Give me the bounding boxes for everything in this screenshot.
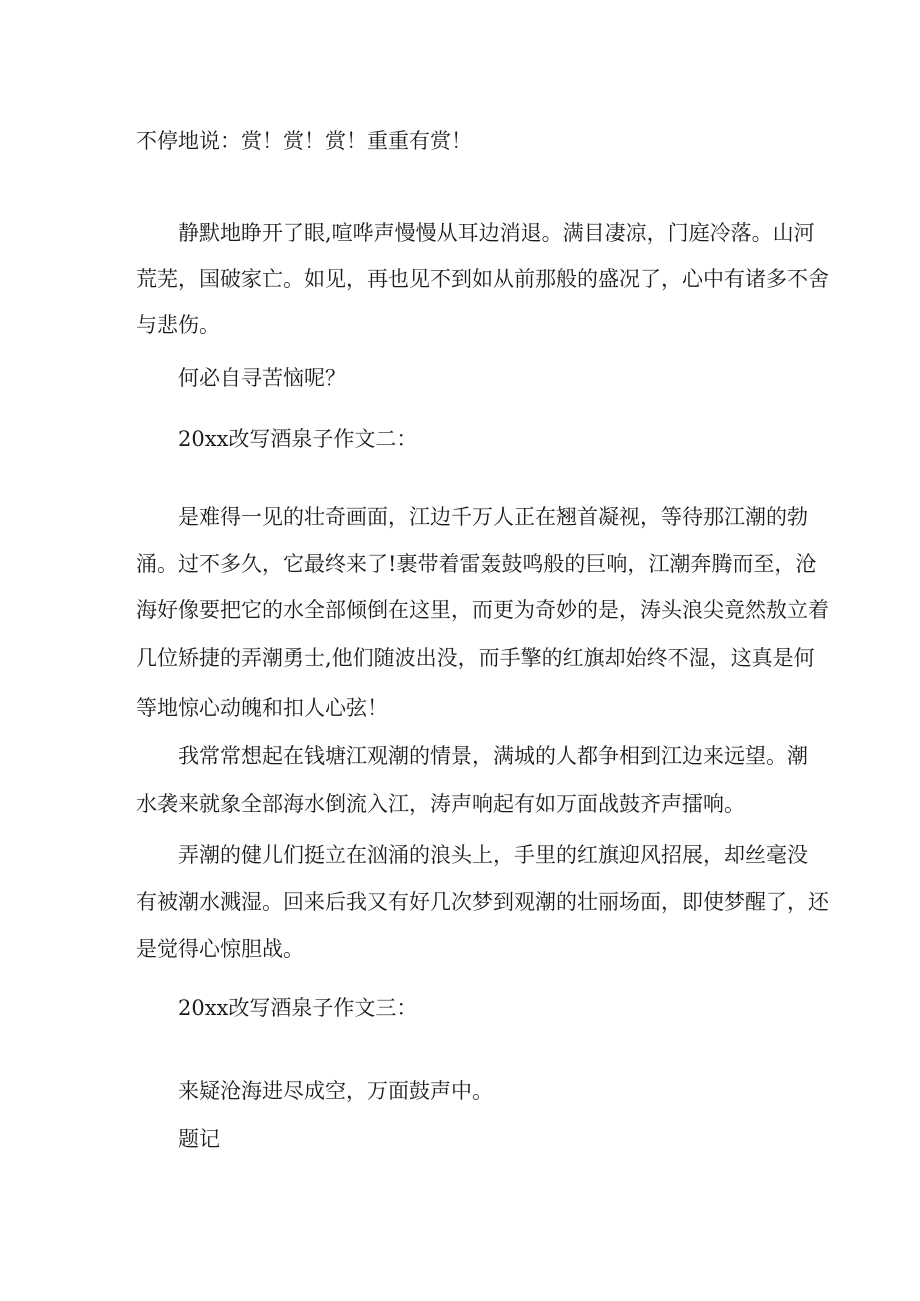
paragraph-line: 是觉得心惊胆战。	[136, 937, 304, 961]
paragraph-line: 何必自寻苦恼呢？	[178, 366, 346, 390]
paragraph-line: 静默地睁开了眼,喧哗声慢慢从耳边消退。满目凄凉，门庭冷落。山河	[178, 221, 815, 245]
paragraph-line: 与悲伤。	[136, 313, 220, 337]
paragraph-line: 海好像要把它的水全部倾倒在这里，而更为奇妙的是，涛头浪尖竟然敖立着	[136, 598, 829, 622]
paragraph-line: 是难得一见的壮奇画面，江边千万人正在翘首凝视，等待那江潮的勃	[178, 505, 808, 529]
paragraph-line: 等地惊心动魄和扣人心弦！	[136, 696, 388, 720]
paragraph-line: 荒芜，国破家亡。如见，再也见不到如从前那般的盛况了，心中有诸多不舍	[136, 267, 829, 291]
paragraph-line: 我常常想起在钱塘江观潮的情景，满城的人都争相到江边来远望。潮	[178, 744, 808, 768]
paragraph-line: 不停地说：赏！赏！赏！重重有赏！	[136, 129, 472, 153]
section-heading: 20xx改写酒泉子作文三：	[178, 996, 418, 1020]
paragraph-line: 弄潮的健儿们挺立在汹涌的浪头上，手里的红旗迎风招展，却丝毫没	[178, 843, 808, 867]
paragraph-line: 涌。过不多久，它最终来了!裹带着雷轰鼓鸣般的巨响，江潮奔腾而至，沧	[136, 552, 817, 576]
paragraph-line: 几位矫捷的弄潮勇士,他们随波出没，而手擎的红旗却始终不湿，这真是何	[136, 646, 815, 670]
paragraph-line: 水袭来就象全部海水倒流入江，涛声响起有如万面战鼓齐声擂响。	[136, 792, 745, 816]
paragraph-line: 来疑沧海进尽成空，万面鼓声中。	[178, 1079, 493, 1103]
paragraph-line: 题记	[178, 1127, 220, 1151]
paragraph-line: 有被潮水溅湿。回来后我又有好几次梦到观潮的壮丽场面，即使梦醒了，还	[136, 890, 829, 914]
section-heading: 20xx改写酒泉子作文二：	[178, 427, 418, 451]
